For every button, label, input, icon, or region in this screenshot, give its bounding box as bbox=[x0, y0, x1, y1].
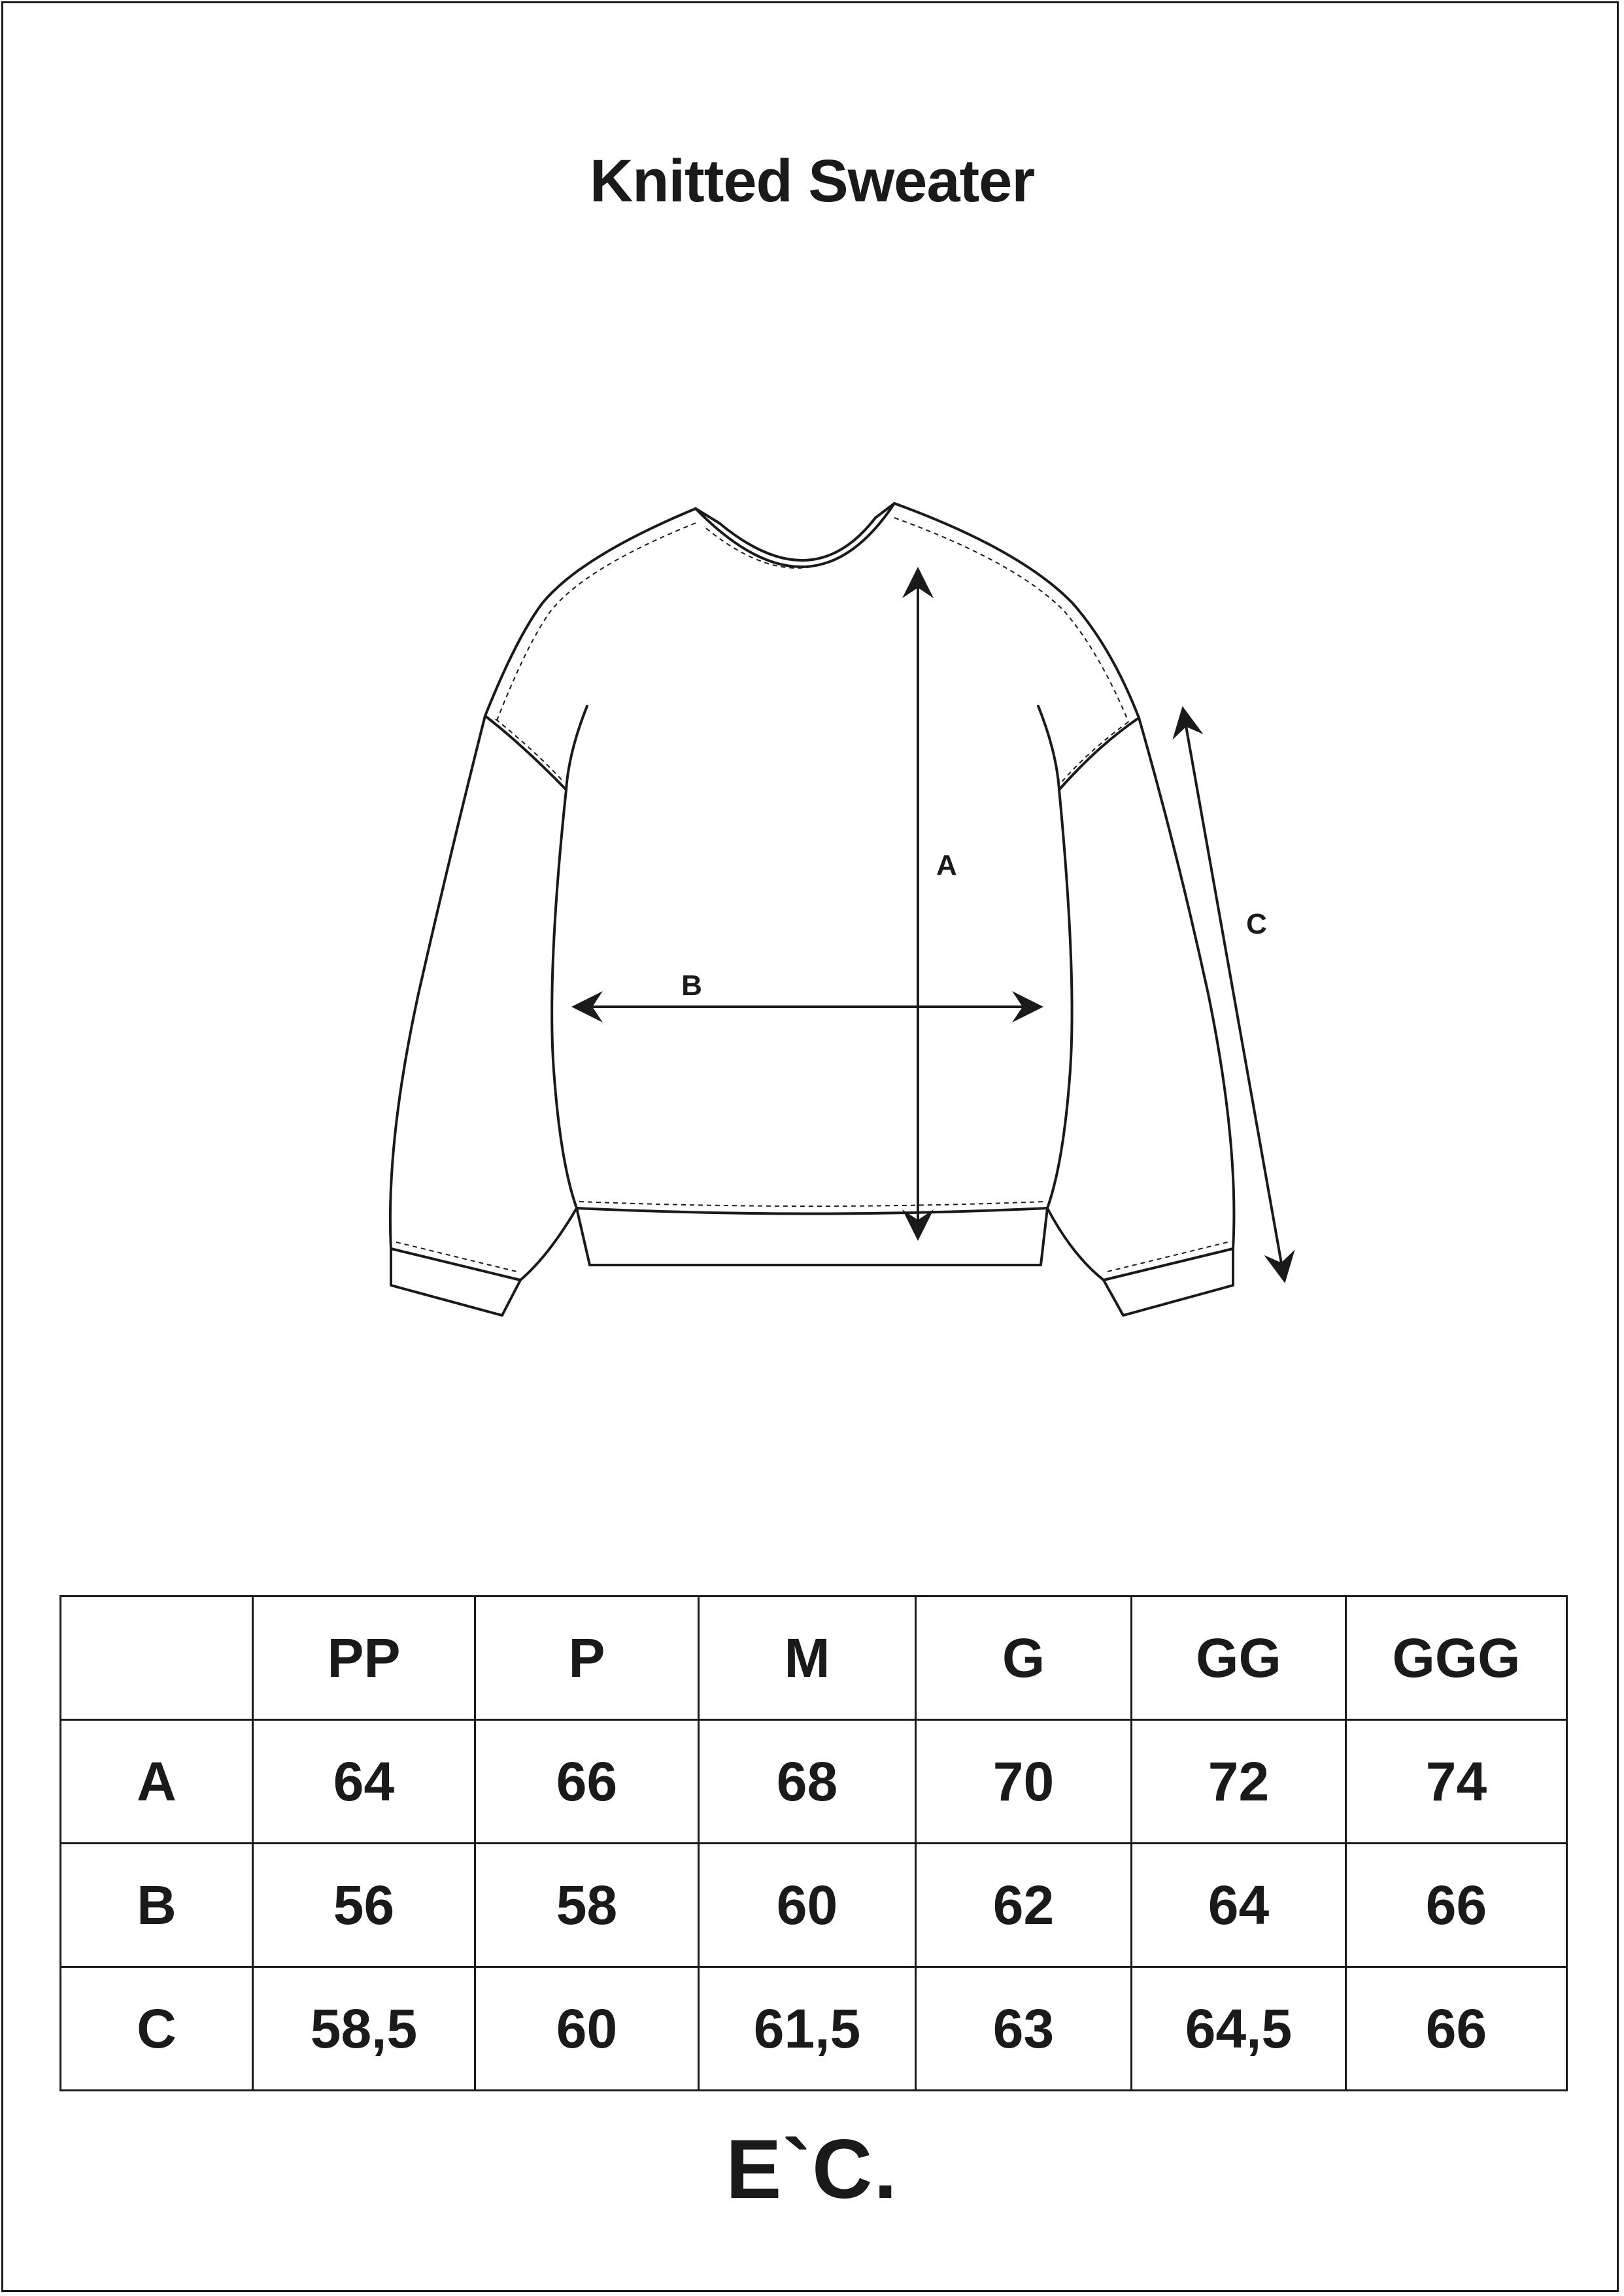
table-cell: 60 bbox=[699, 1844, 916, 1967]
right-sleeve-upper bbox=[1059, 718, 1139, 790]
dimension-c-label: C bbox=[1246, 908, 1267, 940]
table-cell: 72 bbox=[1132, 1720, 1346, 1844]
table-cell: 58,5 bbox=[253, 1967, 475, 2091]
dimension-a-label: A bbox=[936, 849, 957, 881]
left-shoulder bbox=[485, 509, 696, 716]
right-cuff bbox=[1104, 1249, 1233, 1315]
table-cell: 61,5 bbox=[699, 1967, 916, 2091]
row-label: A bbox=[61, 1720, 253, 1844]
table-cell: 63 bbox=[916, 1967, 1132, 2091]
table-row bbox=[61, 1967, 1567, 2091]
table-cell: 68 bbox=[699, 1720, 916, 1844]
table-cell: 64 bbox=[1132, 1844, 1346, 1967]
table-header-cell: GGG bbox=[1346, 1596, 1567, 1720]
row-label: C bbox=[61, 1967, 253, 2091]
page-title: Knitted Sweater bbox=[589, 148, 1035, 214]
table-header-cell: P bbox=[475, 1596, 699, 1720]
table-row bbox=[61, 1720, 1567, 1844]
table-cell: 64,5 bbox=[1132, 1967, 1346, 2091]
table-header-cell: G bbox=[916, 1596, 1132, 1720]
body-left-side bbox=[552, 790, 577, 1208]
left-sleeve-upper bbox=[485, 716, 566, 790]
body-right-side bbox=[1047, 790, 1072, 1208]
table-header-cell: PP bbox=[253, 1596, 475, 1720]
left-sleeve-inner bbox=[520, 1208, 577, 1280]
row-label: B bbox=[61, 1844, 253, 1967]
table-cell: 70 bbox=[916, 1720, 1132, 1844]
dimension-b-label: B bbox=[681, 970, 702, 1002]
neck-rib-outer bbox=[696, 503, 894, 567]
table-cell: 66 bbox=[1346, 1844, 1567, 1967]
left-cuff bbox=[391, 1249, 520, 1315]
table-cell: 62 bbox=[916, 1844, 1132, 1967]
hem-band bbox=[577, 1208, 1047, 1265]
size-table bbox=[59, 1595, 1568, 2091]
right-sleeve-inner bbox=[1047, 1208, 1104, 1280]
table-header-row bbox=[61, 1596, 1567, 1720]
table-cell: 58 bbox=[475, 1844, 699, 1967]
table-header-cell: GG bbox=[1132, 1596, 1346, 1720]
table-cell: 66 bbox=[1346, 1967, 1567, 2091]
table-header-cell bbox=[61, 1596, 253, 1720]
table-cell: 56 bbox=[253, 1844, 475, 1967]
right-sleeve-outer bbox=[1139, 718, 1234, 1249]
table-cell: 66 bbox=[475, 1720, 699, 1844]
brand-logo: E`C. bbox=[726, 2123, 898, 2216]
table-cell: 74 bbox=[1346, 1720, 1567, 1844]
left-sleeve-outer bbox=[390, 716, 485, 1249]
table-header-cell: M bbox=[699, 1596, 916, 1720]
right-shoulder bbox=[894, 503, 1139, 718]
table-cell: 64 bbox=[253, 1720, 475, 1844]
table-row bbox=[61, 1844, 1567, 1967]
neck-rib-inner bbox=[719, 518, 875, 560]
table-cell: 60 bbox=[475, 1967, 699, 2091]
